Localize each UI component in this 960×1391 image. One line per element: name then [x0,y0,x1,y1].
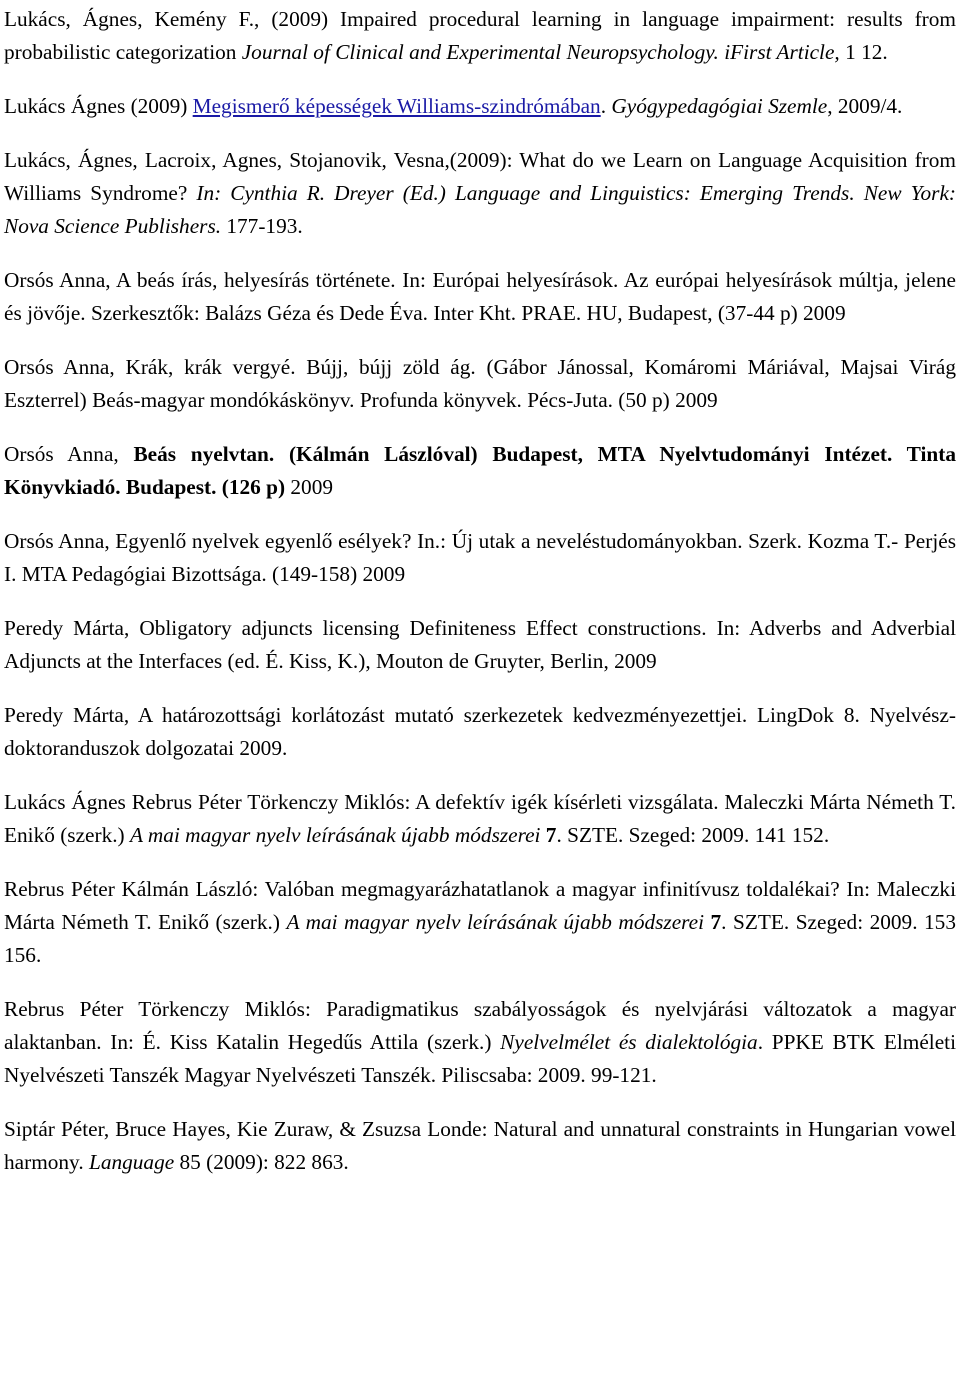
reference-text: . [600,94,612,118]
reference-text: 2009 [285,475,333,499]
reference-entry [4,264,956,330]
reference-entry [4,525,956,591]
reference-text: Lukács Ágnes (2009) [4,94,193,118]
reference-italic: In: Cynthia R. Dreyer (Ed.) Language and Linguistics: Emerging Trends. New York: Nova Science Publishers. [4,181,957,238]
reference-text: 177-193. [221,214,303,238]
reference-text: 1 12. [839,40,888,64]
reference-entry [4,438,956,504]
reference-entry [4,351,956,417]
reference-journal: Gyógypedagógiai Szemle [611,94,828,118]
reference-text: Siptár Péter, Bruce Hayes, Kie Zuraw, & Zsuzsa Londe: Natural and unnatural constraints in Hungarian vowel harmony. [4,1117,956,1174]
reference-text: . SZTE. Szeged: 2009. 141 152. [556,823,830,847]
reference-italic: Nyelvelmélet és dialektológia [500,1030,758,1054]
reference-entry [4,90,956,123]
reference-text: Rebrus Péter Törkenczy Miklós: Paradigmatikus szabályosságok és nyelvjárási változatok a magyar alaktanban. In: É. Kiss Katalin Hegedűs Attila (szerk.) [4,997,956,1054]
reference-entry [4,993,956,1092]
reference-text: . PPKE BTK Elméleti Nyelvészeti Tanszék Magyar Nyelvészeti Tanszék. Piliscsaba: 2009. 99-121. [4,1030,956,1087]
reference-text: Peredy Márta, Obligatory adjuncts licensing Definiteness Effect constructions. In: Adverbs and Adverbial Adjuncts at the Interfaces (ed. É. Kiss, K.), Mouton de Gruyter, Berlin, 2009 [4,616,956,673]
reference-entry [4,1113,956,1179]
reference-entry [4,873,956,972]
reference-text: Lukács, Ágnes, Kemény F., (2009) Impaired procedural learning in language impairment: results from probabilistic categorization [4,7,956,64]
reference-bold: 7 [704,910,722,934]
reference-text: Lukács, Ágnes, Lacroix, Agnes, Stojanovik, Vesna,(2009): What do we Learn on Language Acquisition from Williams Syndrome? [4,148,956,205]
reference-text: . SZTE. Szeged: 2009. 153 156. [4,910,956,967]
reference-italic: A mai magyar nyelv leírásának újabb módszerei [129,823,541,847]
document-page [0,3,960,1391]
reference-text: 85 (2009): 822 863. [174,1150,349,1174]
reference-text: Peredy Márta, A határozottsági korlátozást mutató szerkezetek kedvezményezettjei. LingDok 8. Nyelvész-doktoranduszok dolgozatai 2009. [4,703,956,760]
reference-entry [4,699,956,765]
reference-bold: Beás nyelvtan. (Kálmán Lászlóval) Budapest, MTA Nyelvtudományi Intézet. Tinta Könyvkiadó. Budapest. (126 p) [4,442,957,499]
reference-entry [4,786,956,852]
reference-link[interactable]: Megismerő képességek Williams-szindrómában [192,94,601,118]
reference-entry [4,3,956,69]
reference-text: Orsós Anna, Egyenlő nyelvek egyenlő esélyek? In.: Új utak a neveléstudományokban. Szerk. Kozma T.- Perjés I. MTA Pedagógiai Bizottsága. (149-158) 2009 [4,529,956,586]
reference-bold: 7 [540,823,557,847]
reference-text: Rebrus Péter Kálmán László: Valóban megmagyarázhatatlanok a magyar infinitívusz toldalékai? In: Maleczki Márta Németh T. Enikő (szerk.) [4,877,956,934]
reference-italic: A mai magyar nyelv leírásának újabb módszerei [286,910,705,934]
reference-text: Orsós Anna, Krák, krák vergyé. Bújj, bújj zöld ág. (Gábor Jánossal, Komáromi Máriával, Majsai Virág Eszterrel) Beás-magyar mondókáskönyv. Profunda könyvek. Pécs-Juta. (50 p) 2009 [4,355,956,412]
reference-text: Orsós Anna, A beás írás, helyesírás története. In: Európai helyesírások. Az európai helyesírások múltja, jelene és jövője. Szerkesztők: Balázs Géza és Dede Éva. Inter Kht. PRAE. HU, Budapest, (37-44 p) 2009 [4,268,956,325]
reference-entry [4,144,956,243]
reference-text: Lukács Ágnes Rebrus Péter Törkenczy Miklós: A defektív igék kísérleti vizsgálata. Maleczki Márta Németh T. Enikő (szerk.) [4,790,956,847]
reference-italic: Language [88,1150,175,1174]
reference-journal: Journal of Clinical and Experimental Neuropsychology. iFirst Article, [241,40,840,64]
reference-text: Orsós Anna, [4,442,134,466]
reference-text: , 2009/4. [827,94,903,118]
reference-entry [4,612,956,678]
